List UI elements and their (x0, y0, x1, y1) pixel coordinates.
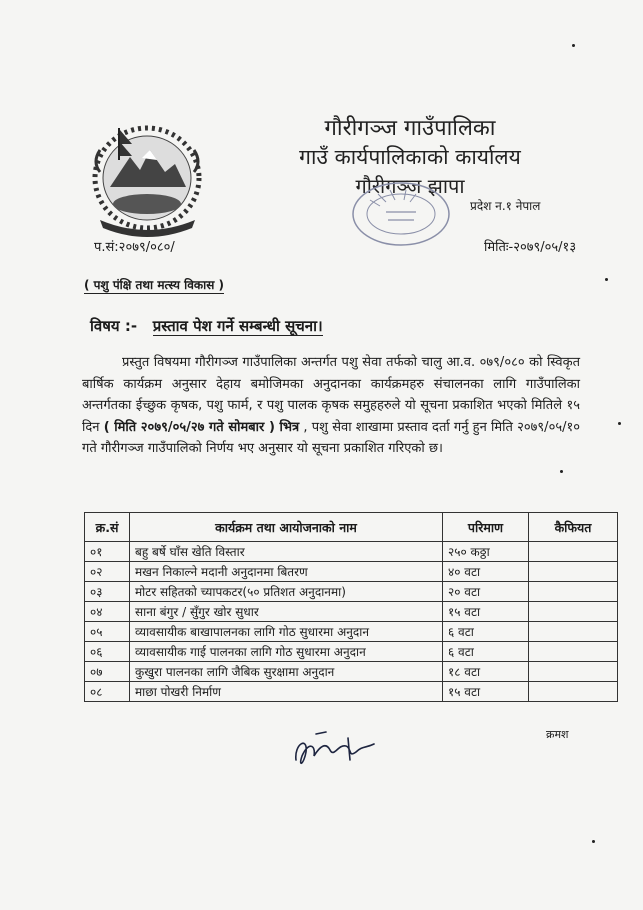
cell-sn: ०४ (85, 602, 130, 622)
table-row (85, 622, 618, 642)
office-location: गौरीगञ्ज झापा (355, 174, 465, 198)
cell-name: बहु बर्षे घाँस खेति विस्तार (130, 542, 443, 562)
subject-label: विषय :- (90, 317, 138, 335)
cell-sn: ०३ (85, 582, 130, 602)
table-row (85, 642, 618, 662)
col-header-remark: कैफियत (529, 513, 618, 542)
cell-qty: ६ वटा (443, 642, 529, 662)
cell-remark (529, 602, 618, 622)
scan-speck (605, 278, 608, 281)
municipality-name: गौरीगञ्ज गाउँपालिका (324, 116, 496, 141)
continued-label: क्रमश (546, 728, 569, 741)
cell-remark (529, 542, 618, 562)
cell-remark (529, 582, 618, 602)
scan-speck (572, 44, 575, 47)
cell-name: माछा पोखरी निर्माण (130, 682, 443, 702)
cell-name: व्यावसायीक गाई पालनका लागि गोठ सुधारमा अनुदान (130, 642, 443, 662)
notice-body (82, 352, 580, 460)
table-row (85, 662, 618, 682)
col-header-sn: क्र.सं (85, 513, 130, 542)
cell-remark (529, 622, 618, 642)
cell-qty: २५० कठ्ठा (443, 542, 529, 562)
cell-remark (529, 562, 618, 582)
signature-icon (290, 730, 382, 772)
scan-speck (592, 840, 595, 843)
cell-name: कुखुरा पालनका लागि जैबिक सुरक्षामा अनुदान (130, 662, 443, 682)
office-stamp-icon (350, 180, 452, 248)
subject-text: प्रस्ताव पेश गर्ने सम्बन्धी सूचना। (152, 317, 323, 335)
body-part-1: प्रस्तुत विषयमा गौरीगञ्ज गाउँपालिका अन्तर्गत पशु सेवा तर्फको चालु आ.व. ०७९/०८० को स्विकृत बार्षिक कार्यक्रम अनुसार देहाय बमोजिमका अनुदानका कार्यक्रमहरु संचालनका लागि गाउँपालिका अन्तर्गतका ईच्छुक कृषक, पशु फार्म, र पशु पालक कृषक समुहहरुले यो सूचना प्रकाशित भएको मितिले १५ दिन (82, 355, 580, 435)
subject-line (90, 316, 323, 336)
cell-sn: ०७ (85, 662, 130, 682)
cell-sn: ०२ (85, 562, 130, 582)
cell-qty: १८ वटा (443, 662, 529, 682)
table-row (85, 562, 618, 582)
cell-qty: ४० वटा (443, 562, 529, 582)
section-heading (84, 276, 224, 293)
office-name: गाउँ कार्यपालिकाको कार्यालय (299, 145, 521, 169)
issue-date: मितिः-२०७९/०५/१३ (484, 240, 577, 255)
table-row (85, 542, 618, 562)
deadline-text: ( मिति २०७९/०५/२७ गते सोमबार ) भित्र (103, 419, 300, 435)
scan-speck (560, 470, 563, 473)
nepal-emblem-icon (80, 112, 215, 237)
cell-remark (529, 682, 618, 702)
section-heading-text: ( पशु पंक्षि तथा मत्स्य विकास ) (84, 278, 225, 292)
table-row (85, 602, 618, 622)
cell-name: साना बंगुर / सुँगुर खोर सुधार (130, 602, 443, 622)
cell-qty: ६ वटा (443, 622, 529, 642)
program-table (84, 512, 618, 702)
province-label: प्रदेश न.१ नेपाल (470, 199, 541, 213)
cell-sn: ०८ (85, 682, 130, 702)
col-header-qty: परिमाण (443, 513, 529, 542)
scan-speck (618, 422, 621, 425)
cell-sn: ०१ (85, 542, 130, 562)
cell-qty: १५ वटा (443, 682, 529, 702)
table-row (85, 582, 618, 602)
table-header-row (85, 513, 618, 542)
table-row (85, 682, 618, 702)
cell-sn: ०५ (85, 622, 130, 642)
cell-name: मखन निकाल्ने मदानी अनुदानमा बितरण (130, 562, 443, 582)
cell-qty: २० वटा (443, 582, 529, 602)
cell-remark (529, 642, 618, 662)
cell-name: व्यावसायीक बाखापालनका लागि गोठ सुधारमा अनुदान (130, 622, 443, 642)
cell-name: मोटर सहितको च्यापकटर(५० प्रतिशत अनुदानमा) (130, 582, 443, 602)
body-part-2: , पशु सेवा शाखामा प्रस्ताव दर्ता गर्नु हुन मिति २०७९/०५/१० गते गौरीगञ्ज गाउँपालिको निर्णय भए अनुसार यो सूचना प्रकाशित गरिएको छ। (82, 419, 580, 457)
cell-sn: ०६ (85, 642, 130, 662)
cell-remark (529, 662, 618, 682)
cell-qty: १५ वटा (443, 602, 529, 622)
reference-number: प.सं:२०७९/०८०/ (94, 240, 175, 255)
col-header-name: कार्यक्रम तथा आयोजनाको नाम (130, 513, 443, 542)
